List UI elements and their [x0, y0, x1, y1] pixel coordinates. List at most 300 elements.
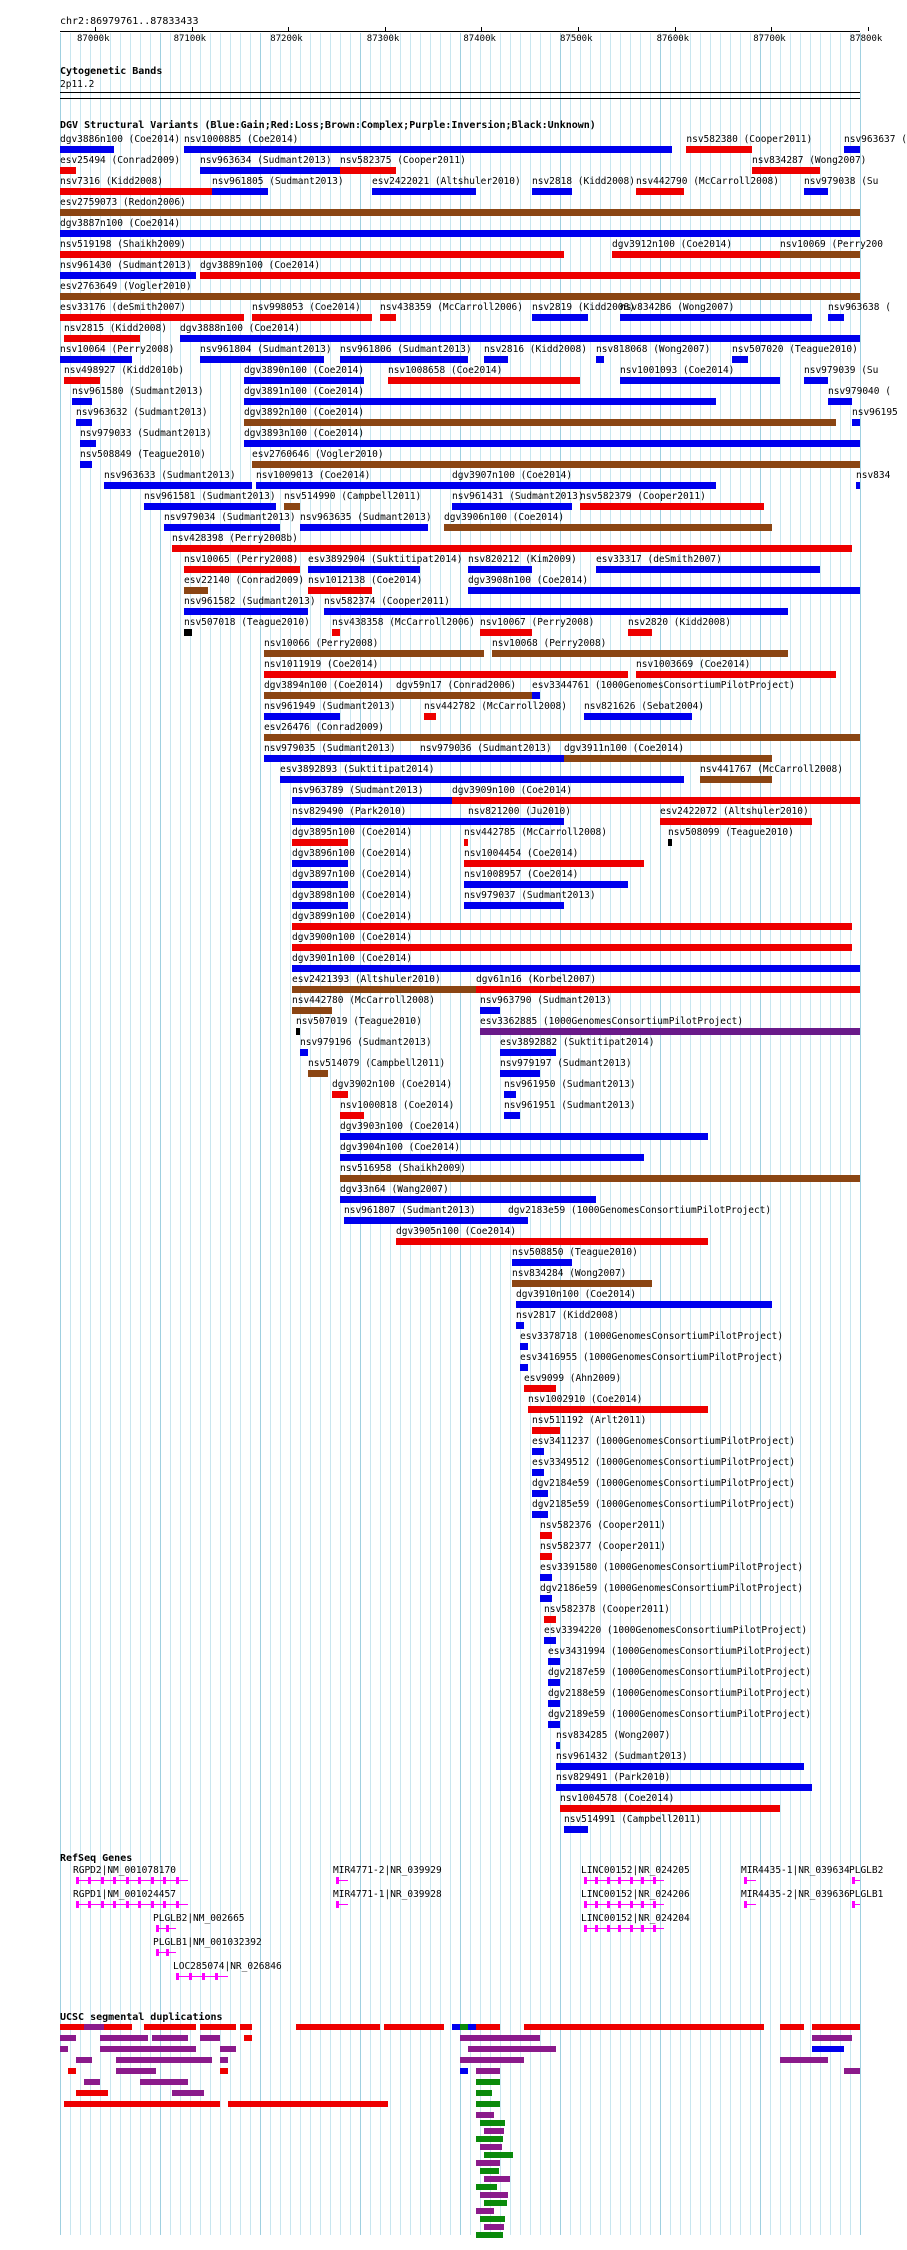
variant-bar[interactable] — [532, 1448, 544, 1455]
segdup-block[interactable] — [476, 2068, 500, 2074]
variant-bar[interactable] — [500, 1070, 540, 1077]
segdup-block[interactable] — [60, 2046, 68, 2052]
variant-bar[interactable] — [60, 293, 860, 300]
segdup-block[interactable] — [812, 2024, 860, 2030]
segdup-block[interactable] — [140, 2079, 188, 2085]
variant-label[interactable]: esv2421393 (Altshuler2010) — [292, 974, 441, 985]
segdup-block[interactable] — [812, 2046, 844, 2052]
variant-label[interactable]: nsv428398 (Perry2008b) — [172, 533, 298, 544]
variant-bar[interactable] — [620, 377, 780, 384]
variant-label[interactable]: nsv961807 (Sudmant2013) — [344, 1205, 476, 1216]
variant-bar[interactable] — [60, 356, 132, 363]
variant-label[interactable]: nsv829490 (Park2010) — [292, 806, 407, 817]
segdup-block[interactable] — [104, 2024, 132, 2030]
variant-label[interactable]: nsv963637 ( — [844, 134, 907, 145]
variant-label[interactable]: nsv979034 (Sudmant2013) — [164, 512, 296, 523]
variant-bar[interactable] — [660, 818, 812, 825]
segdup-block[interactable] — [480, 2120, 505, 2126]
segdup-block[interactable] — [200, 2024, 236, 2030]
variant-label[interactable]: dgv3906n100 (Coe2014) — [444, 512, 565, 523]
segdup-block[interactable] — [484, 2200, 507, 2206]
variant-bar[interactable] — [500, 1049, 556, 1056]
variant-label[interactable]: dgv3886n100 (Coe2014) — [60, 134, 181, 145]
variant-bar[interactable] — [668, 839, 672, 846]
variant-label[interactable]: nsv10066 (Perry2008) — [264, 638, 379, 649]
gene-label[interactable]: LINC00152|NR_024204 — [581, 1913, 690, 1924]
variant-bar[interactable] — [180, 335, 860, 342]
segdup-block[interactable] — [476, 2090, 492, 2096]
variant-bar[interactable] — [548, 1658, 560, 1665]
variant-label[interactable]: nsv979197 (Sudmant2013) — [500, 1058, 632, 1069]
gene-label[interactable]: LINC00152|NR_024205 — [581, 1865, 690, 1876]
variant-bar[interactable] — [468, 818, 548, 825]
variant-label[interactable]: nsv979039 (Su — [804, 365, 879, 376]
variant-label[interactable]: nsv514991 (Campbell2011) — [564, 1814, 702, 1825]
variant-bar[interactable] — [292, 1007, 332, 1014]
variant-label[interactable]: dgv3894n100 (Coe2014) — [264, 680, 385, 691]
gene-label[interactable]: PLGLB1 — [849, 1889, 884, 1900]
variant-label[interactable]: esv3394220 (1000GenomesConsortiumPilotProject) — [544, 1625, 808, 1636]
variant-label[interactable]: nsv582378 (Cooper2011) — [544, 1604, 670, 1615]
variant-label[interactable]: nsv1001093 (Coe2014) — [620, 365, 735, 376]
segdup-block[interactable] — [384, 2024, 444, 2030]
variant-bar[interactable] — [520, 1364, 528, 1371]
segdup-block[interactable] — [460, 2024, 468, 2030]
variant-bar[interactable] — [332, 629, 340, 636]
variant-bar[interactable] — [548, 1679, 560, 1686]
variant-bar[interactable] — [212, 188, 268, 195]
variant-bar[interactable] — [548, 1721, 560, 1728]
variant-label[interactable]: nsv961431 (Sudmant2013) — [452, 491, 584, 502]
variant-bar[interactable] — [524, 1385, 556, 1392]
variant-label[interactable]: nsv979037 (Sudmant2013) — [464, 890, 596, 901]
variant-label[interactable]: dgv3891n100 (Coe2014) — [244, 386, 365, 397]
variant-bar[interactable] — [532, 1427, 560, 1434]
variant-label[interactable]: nsv834287 (Wong2007) — [752, 155, 867, 166]
variant-label[interactable]: dgv3907n100 (Coe2014) — [452, 470, 573, 481]
variant-label[interactable]: esv2422021 (Altshuler2010) — [372, 176, 521, 187]
variant-label[interactable]: nsv10069 (Perry200 — [780, 239, 883, 250]
variant-bar[interactable] — [80, 440, 96, 447]
variant-bar[interactable] — [732, 356, 748, 363]
segdup-block[interactable] — [484, 2224, 504, 2230]
variant-label[interactable]: nsv979036 (Sudmant2013) — [420, 743, 552, 754]
variant-label[interactable]: nsv10064 (Perry2008) — [60, 344, 175, 355]
variant-bar[interactable] — [172, 545, 852, 552]
variant-label[interactable]: dgv3902n100 (Coe2014) — [332, 1079, 453, 1090]
variant-bar[interactable] — [464, 839, 468, 846]
variant-label[interactable]: esv3391580 (1000GenomesConsortiumPilotProject) — [540, 1562, 804, 1573]
variant-bar[interactable] — [564, 1826, 588, 1833]
variant-bar[interactable] — [64, 335, 140, 342]
variant-bar[interactable] — [468, 566, 532, 573]
variant-bar[interactable] — [540, 1553, 552, 1560]
segdup-block[interactable] — [84, 2079, 100, 2085]
variant-label[interactable]: dgv3888n100 (Coe2014) — [180, 323, 301, 334]
gene-label[interactable]: PLGLB2|NM_002665 — [153, 1913, 245, 1924]
variant-label[interactable]: nsv820212 (Kim2009) — [468, 554, 577, 565]
variant-bar[interactable] — [60, 272, 196, 279]
variant-bar[interactable] — [292, 923, 852, 930]
variant-label[interactable]: nsv10067 (Perry2008) — [480, 617, 595, 628]
variant-bar[interactable] — [492, 650, 788, 657]
variant-bar[interactable] — [508, 1217, 528, 1224]
variant-label[interactable]: esv33176 (deSmith2007) — [60, 302, 186, 313]
variant-bar[interactable] — [292, 965, 860, 972]
variant-bar[interactable] — [60, 188, 212, 195]
variant-label[interactable]: nsv582376 (Cooper2011) — [540, 1520, 666, 1531]
segdup-block[interactable] — [476, 2208, 494, 2214]
variant-label[interactable]: dgv3908n100 (Coe2014) — [468, 575, 589, 586]
gene-label[interactable]: MIR4771-1|NR_039928 — [333, 1889, 442, 1900]
variant-label[interactable]: nsv1008658 (Coe2014) — [388, 365, 503, 376]
variant-label[interactable]: nsv442790 (McCarroll2008) — [636, 176, 779, 187]
variant-bar[interactable] — [308, 566, 420, 573]
variant-bar[interactable] — [60, 314, 244, 321]
variant-label[interactable]: esv3416955 (1000GenomesConsortiumPilotProject) — [520, 1352, 784, 1363]
variant-label[interactable]: dgv3890n100 (Coe2014) — [244, 365, 365, 376]
variant-bar[interactable] — [596, 356, 604, 363]
variant-bar[interactable] — [544, 1637, 556, 1644]
variant-label[interactable]: nsv961949 (Sudmant2013) — [264, 701, 396, 712]
variant-bar[interactable] — [200, 272, 860, 279]
segdup-block[interactable] — [116, 2068, 156, 2074]
variant-label[interactable]: nsv519198 (Shaikh2009) — [60, 239, 186, 250]
variant-bar[interactable] — [340, 356, 468, 363]
variant-label[interactable]: nsv961804 (Sudmant2013) — [200, 344, 332, 355]
variant-label[interactable]: esv3892893 (Suktitipat2014) — [280, 764, 435, 775]
segdup-block[interactable] — [220, 2057, 228, 2063]
gene-label[interactable]: RGPD2|NM_001078170 — [73, 1865, 176, 1876]
variant-label[interactable]: dgv3905n100 (Coe2014) — [396, 1226, 517, 1237]
variant-bar[interactable] — [300, 524, 428, 531]
variant-bar[interactable] — [184, 608, 308, 615]
variant-bar[interactable] — [344, 1217, 508, 1224]
gene-label[interactable]: LINC00152|NR_024206 — [581, 1889, 690, 1900]
variant-label[interactable]: esv3892882 (Suktitipat2014) — [500, 1037, 655, 1048]
variant-label[interactable]: nsv514990 (Campbell2011) — [284, 491, 422, 502]
variant-label[interactable]: nsv438359 (McCarroll2006) — [380, 302, 523, 313]
variant-bar[interactable] — [852, 419, 860, 426]
variant-label[interactable]: dgv59n17 (Conrad2006) — [396, 680, 517, 691]
variant-label[interactable]: nsv979035 (Sudmant2013) — [264, 743, 396, 754]
variant-bar[interactable] — [340, 1175, 860, 1182]
segdup-block[interactable] — [116, 2057, 212, 2063]
variant-label[interactable]: esv3431994 (1000GenomesConsortiumPilotProject) — [548, 1646, 812, 1657]
variant-label[interactable]: nsv441767 (McCarroll2008) — [700, 764, 843, 775]
variant-bar[interactable] — [752, 167, 820, 174]
variant-bar[interactable] — [396, 1238, 708, 1245]
variant-label[interactable]: esv26476 (Conrad2009) — [264, 722, 385, 733]
segdup-block[interactable] — [152, 2035, 188, 2041]
variant-bar[interactable] — [144, 503, 276, 510]
variant-label[interactable]: nsv582375 (Cooper2011) — [340, 155, 466, 166]
variant-label[interactable]: dgv2184e59 (1000GenomesConsortiumPilotProject) — [532, 1478, 796, 1489]
variant-label[interactable]: esv3344761 (1000GenomesConsortiumPilotProject) — [532, 680, 796, 691]
segdup-block[interactable] — [476, 2232, 503, 2238]
variant-bar[interactable] — [388, 377, 580, 384]
variant-label[interactable]: nsv961950 (Sudmant2013) — [504, 1079, 636, 1090]
segdup-block[interactable] — [480, 2192, 508, 2198]
segdup-block[interactable] — [68, 2068, 76, 2074]
variant-bar[interactable] — [80, 461, 92, 468]
variant-label[interactable]: esv3411237 (1000GenomesConsortiumPilotProject) — [532, 1436, 796, 1447]
variant-bar[interactable] — [184, 146, 672, 153]
variant-bar[interactable] — [292, 860, 348, 867]
segdup-block[interactable] — [144, 2024, 196, 2030]
variant-label[interactable]: dgv3897n100 (Coe2014) — [292, 869, 413, 880]
variant-bar[interactable] — [252, 461, 860, 468]
variant-label[interactable]: dgv2188e59 (1000GenomesConsortiumPilotProject) — [548, 1688, 812, 1699]
variant-label[interactable]: nsv514079 (Campbell2011) — [308, 1058, 446, 1069]
variant-bar[interactable] — [584, 713, 692, 720]
segdup-block[interactable] — [484, 2152, 513, 2158]
segdup-block[interactable] — [480, 2168, 499, 2174]
variant-bar[interactable] — [340, 1133, 708, 1140]
variant-bar[interactable] — [540, 1595, 552, 1602]
gene-model[interactable] — [76, 1904, 188, 1905]
variant-label[interactable]: dgv2186e59 (1000GenomesConsortiumPilotProject) — [540, 1583, 804, 1594]
variant-label[interactable]: nsv507018 (Teague2010) — [184, 617, 310, 628]
segdup-block[interactable] — [100, 2046, 196, 2052]
variant-bar[interactable] — [340, 1196, 596, 1203]
variant-label[interactable]: nsv1003669 (Coe2014) — [636, 659, 751, 670]
variant-label[interactable]: nsv961806 (Sudmant2013) — [340, 344, 472, 355]
variant-bar[interactable] — [60, 146, 114, 153]
variant-label[interactable]: dgv3887n100 (Coe2014) — [60, 218, 181, 229]
segdup-block[interactable] — [200, 2035, 220, 2041]
variant-label[interactable]: nsv963638 ( — [828, 302, 891, 313]
variant-bar[interactable] — [444, 524, 772, 531]
variant-bar[interactable] — [620, 314, 812, 321]
variant-bar[interactable] — [532, 314, 588, 321]
variant-bar[interactable] — [516, 1322, 524, 1329]
variant-bar[interactable] — [264, 755, 420, 762]
variant-bar[interactable] — [264, 650, 484, 657]
variant-bar[interactable] — [60, 209, 860, 216]
segdup-block[interactable] — [220, 2046, 236, 2052]
variant-bar[interactable] — [340, 167, 396, 174]
variant-label[interactable]: dgv3895n100 (Coe2014) — [292, 827, 413, 838]
variant-bar[interactable] — [480, 629, 532, 636]
segdup-block[interactable] — [220, 2068, 228, 2074]
variant-label[interactable]: nsv582379 (Cooper2011) — [580, 491, 706, 502]
variant-bar[interactable] — [480, 1007, 500, 1014]
variant-label[interactable]: nsv961580 (Sudmant2013) — [72, 386, 204, 397]
variant-label[interactable]: dgv3892n100 (Coe2014) — [244, 407, 365, 418]
variant-bar[interactable] — [424, 713, 436, 720]
variant-bar[interactable] — [292, 881, 348, 888]
variant-label[interactable]: dgv3893n100 (Coe2014) — [244, 428, 365, 439]
variant-label[interactable]: nsv821626 (Sebat2004) — [584, 701, 705, 712]
variant-label[interactable]: nsv963635 (Sudmant2013) — [300, 512, 432, 523]
variant-label[interactable]: nsv1000818 (Coe2014) — [340, 1100, 455, 1111]
gene-label[interactable]: MIR4435-1|NR_039634 — [741, 1865, 850, 1876]
variant-label[interactable]: esv2763649 (Vogler2010) — [60, 281, 192, 292]
segdup-block[interactable] — [476, 2079, 500, 2085]
variant-bar[interactable] — [340, 1112, 364, 1119]
variant-label[interactable]: dgv3912n100 (Coe2014) — [612, 239, 733, 250]
variant-bar[interactable] — [264, 692, 396, 699]
variant-label[interactable]: nsv442780 (McCarroll2008) — [292, 995, 435, 1006]
segdup-block[interactable] — [64, 2101, 220, 2107]
variant-label[interactable]: dgv2189e59 (1000GenomesConsortiumPilotProject) — [548, 1709, 812, 1720]
variant-label[interactable]: nsv979196 (Sudmant2013) — [300, 1037, 432, 1048]
variant-bar[interactable] — [532, 1511, 548, 1518]
variant-bar[interactable] — [844, 146, 860, 153]
variant-label[interactable]: esv2760646 (Vogler2010) — [252, 449, 384, 460]
variant-bar[interactable] — [540, 1532, 552, 1539]
variant-label[interactable]: nsv508850 (Teague2010) — [512, 1247, 638, 1258]
segdup-block[interactable] — [460, 2035, 540, 2041]
variant-bar[interactable] — [512, 1259, 572, 1266]
variant-bar[interactable] — [560, 1805, 780, 1812]
segdup-block[interactable] — [780, 2057, 828, 2063]
variant-bar[interactable] — [532, 188, 572, 195]
variant-label[interactable]: nsv829491 (Park2010) — [556, 1772, 671, 1783]
variant-label[interactable]: nsv834286 (Wong2007) — [620, 302, 735, 313]
segdup-block[interactable] — [60, 2035, 76, 2041]
variant-label[interactable]: dgv3896n100 (Coe2014) — [292, 848, 413, 859]
variant-label[interactable]: nsv10068 (Perry2008) — [492, 638, 607, 649]
variant-bar[interactable] — [296, 1028, 300, 1035]
variant-label[interactable]: esv2422072 (Altshuler2010) — [660, 806, 809, 817]
variant-label[interactable]: nsv511192 (Arlt2011) — [532, 1415, 647, 1426]
variant-bar[interactable] — [532, 1490, 548, 1497]
variant-bar[interactable] — [828, 398, 852, 405]
variant-label[interactable]: esv22140 (Conrad2009) — [184, 575, 305, 586]
variant-label[interactable]: nsv2815 (Kidd2008) — [64, 323, 167, 334]
variant-label[interactable]: nsv2820 (Kidd2008) — [628, 617, 731, 628]
variant-bar[interactable] — [612, 251, 780, 258]
variant-bar[interactable] — [256, 482, 452, 489]
variant-bar[interactable] — [76, 419, 92, 426]
variant-bar[interactable] — [532, 1469, 544, 1476]
variant-bar[interactable] — [284, 503, 300, 510]
variant-label[interactable]: nsv508099 (Teague2010) — [668, 827, 794, 838]
variant-bar[interactable] — [200, 356, 324, 363]
variant-label[interactable]: dgv2185e59 (1000GenomesConsortiumPilotProject) — [532, 1499, 796, 1510]
variant-bar[interactable] — [280, 776, 684, 783]
variant-bar[interactable] — [452, 797, 860, 804]
variant-bar[interactable] — [780, 251, 860, 258]
variant-bar[interactable] — [468, 587, 860, 594]
variant-bar[interactable] — [480, 1028, 860, 1035]
variant-bar[interactable] — [504, 1091, 516, 1098]
segdup-block[interactable] — [812, 2035, 852, 2041]
variant-bar[interactable] — [464, 902, 564, 909]
variant-label[interactable]: dgv3901n100 (Coe2014) — [292, 953, 413, 964]
variant-bar[interactable] — [324, 608, 788, 615]
variant-label[interactable]: dgv3909n100 (Coe2014) — [452, 785, 573, 796]
variant-label[interactable]: nsv963790 (Sudmant2013) — [480, 995, 612, 1006]
segdup-block[interactable] — [460, 2057, 524, 2063]
variant-bar[interactable] — [72, 398, 92, 405]
variant-bar[interactable] — [292, 986, 476, 993]
variant-bar[interactable] — [340, 1154, 644, 1161]
segdup-block[interactable] — [780, 2024, 804, 2030]
variant-bar[interactable] — [464, 860, 644, 867]
variant-bar[interactable] — [372, 188, 476, 195]
variant-bar[interactable] — [476, 986, 860, 993]
variant-bar[interactable] — [804, 188, 828, 195]
variant-bar[interactable] — [504, 1112, 520, 1119]
segdup-block[interactable] — [844, 2068, 860, 2074]
variant-label[interactable]: esv9099 (Ahn2009) — [524, 1373, 622, 1384]
variant-label[interactable]: nsv1011919 (Coe2014) — [264, 659, 379, 670]
variant-bar[interactable] — [308, 1070, 328, 1077]
variant-label[interactable]: nsv961582 (Sudmant2013) — [184, 596, 316, 607]
variant-label[interactable]: nsv507020 (Teague2010) — [732, 344, 858, 355]
variant-label[interactable]: nsv979038 (Su — [804, 176, 879, 187]
variant-label[interactable]: nsv582380 (Cooper2011) — [686, 134, 813, 145]
variant-bar[interactable] — [484, 356, 508, 363]
variant-bar[interactable] — [184, 587, 208, 594]
variant-bar[interactable] — [292, 797, 452, 804]
segdup-block[interactable] — [476, 2024, 500, 2030]
segdup-block[interactable] — [480, 2216, 505, 2222]
variant-label[interactable]: nsv961805 (Sudmant2013) — [212, 176, 344, 187]
variant-label[interactable]: esv2759073 (Redon2006) — [60, 197, 186, 208]
variant-label[interactable]: nsv582377 (Cooper2011) — [540, 1541, 666, 1552]
variant-label[interactable]: esv3892904 (Suktitipat2014) — [308, 554, 463, 565]
variant-bar[interactable] — [264, 713, 340, 720]
variant-bar[interactable] — [636, 188, 684, 195]
variant-label[interactable]: nsv2819 (Kidd2008) — [532, 302, 635, 313]
gene-label[interactable]: PLGLB2 — [849, 1865, 884, 1876]
gene-label[interactable]: PLGLB1|NM_001032392 — [153, 1937, 262, 1948]
gene-label[interactable]: LOC285074|NR_026846 — [173, 1961, 282, 1972]
segdup-block[interactable] — [244, 2035, 252, 2041]
variant-label[interactable]: nsv1008957 (Coe2014) — [464, 869, 579, 880]
variant-bar[interactable] — [104, 482, 252, 489]
variant-bar[interactable] — [512, 1280, 652, 1287]
variant-label[interactable]: nsv834 — [856, 470, 891, 481]
variant-bar[interactable] — [252, 314, 372, 321]
variant-label[interactable]: nsv961581 (Sudmant2013) — [144, 491, 276, 502]
variant-label[interactable]: dgv3911n100 (Coe2014) — [564, 743, 685, 754]
variant-label[interactable]: nsv516958 (Shaikh2009) — [340, 1163, 466, 1174]
variant-bar[interactable] — [184, 566, 300, 573]
variant-label[interactable]: nsv834285 (Wong2007) — [556, 1730, 671, 1741]
variant-bar[interactable] — [528, 1406, 708, 1413]
variant-bar[interactable] — [60, 230, 860, 237]
variant-bar[interactable] — [564, 755, 772, 762]
segdup-block[interactable] — [480, 2144, 502, 2150]
variant-bar[interactable] — [60, 167, 76, 174]
variant-bar[interactable] — [164, 524, 280, 531]
variant-label[interactable]: nsv979033 (Sudmant2013) — [80, 428, 212, 439]
variant-bar[interactable] — [184, 629, 192, 636]
variant-bar[interactable] — [452, 482, 716, 489]
variant-label[interactable]: esv3378718 (1000GenomesConsortiumPilotProject) — [520, 1331, 784, 1342]
variant-bar[interactable] — [828, 314, 844, 321]
variant-label[interactable]: dgv33n64 (Wang2007) — [340, 1184, 449, 1195]
variant-bar[interactable] — [264, 671, 628, 678]
segdup-block[interactable] — [524, 2024, 764, 2030]
gene-label[interactable]: MIR4435-2|NR_039636 — [741, 1889, 850, 1900]
variant-bar[interactable] — [380, 314, 396, 321]
variant-label[interactable]: esv3362885 (1000GenomesConsortiumPilotProject) — [480, 1016, 744, 1027]
segdup-block[interactable] — [60, 2024, 84, 2030]
variant-label[interactable]: esv3349512 (1000GenomesConsortiumPilotProject) — [532, 1457, 796, 1468]
variant-bar[interactable] — [596, 566, 820, 573]
variant-label[interactable]: nsv1009013 (Coe2014) — [256, 470, 371, 481]
variant-bar[interactable] — [464, 881, 628, 888]
variant-bar[interactable] — [548, 1700, 560, 1707]
variant-label[interactable]: nsv442782 (McCarroll2008) — [424, 701, 567, 712]
variant-label[interactable]: nsv508849 (Teague2010) — [80, 449, 206, 460]
